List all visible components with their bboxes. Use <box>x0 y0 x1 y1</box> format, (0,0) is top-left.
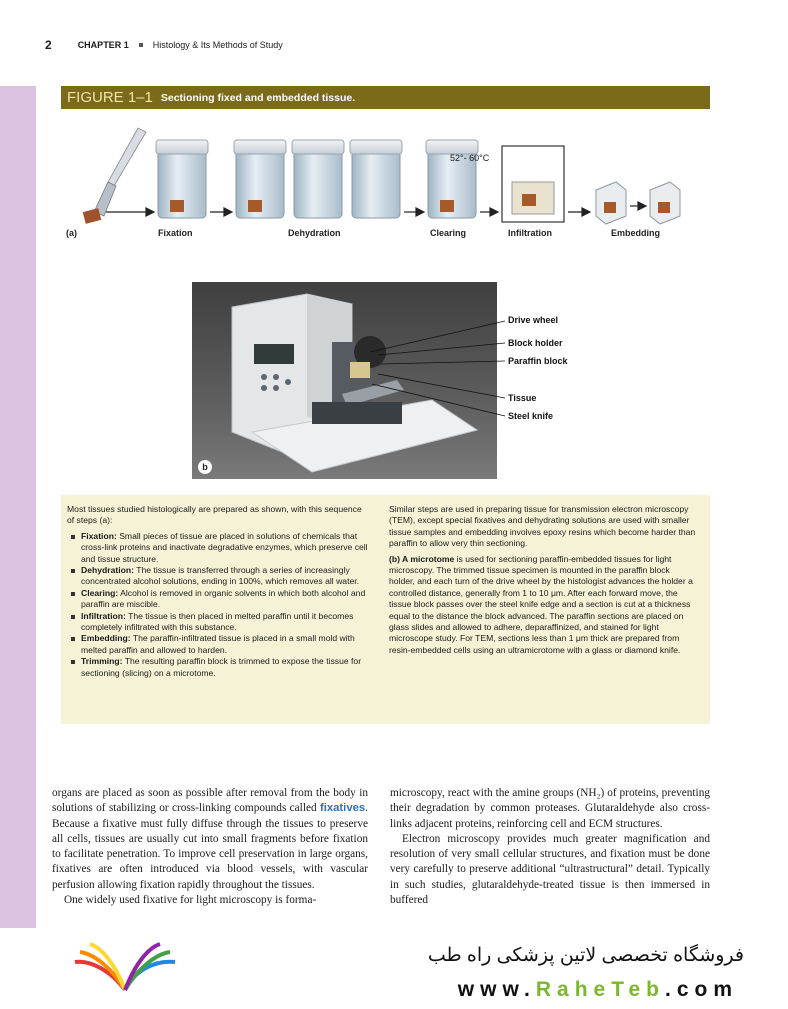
figure-title-bar <box>61 86 710 109</box>
step-label-infiltration: Infiltration <box>508 228 552 238</box>
temperature-label: 52°- 60°C <box>450 153 490 163</box>
separator-square <box>139 43 143 47</box>
fixatives-term-link[interactable]: fixatives <box>319 802 366 815</box>
embedding-block-1 <box>596 182 626 224</box>
caption-item-embedding: Embedding: The paraffin-infiltrated tissue is placed in a small mold with melted paraffin and allowed to harden. <box>81 633 369 656</box>
caption-item-trimming: Trimming: The resulting paraffin block is trimmed to expose the tissue for sectioning (slicing) on a microtome. <box>81 656 369 679</box>
jar-dehydration-2 <box>292 140 344 218</box>
caption-item-dehydration: Dehydration: The tissue is transferred through a series of increasingly concentrated alcohol solutions, ending in 100%, which removes all water. <box>81 565 369 588</box>
embedding-block-2 <box>650 182 680 224</box>
shop-url[interactable]: www.RaheTeb.com <box>457 978 738 1001</box>
callout-block-holder: Block holder <box>508 338 563 348</box>
figure-caption-box <box>61 495 710 724</box>
jar-dehydration-3 <box>350 140 402 218</box>
open-book-logo <box>70 940 180 998</box>
caption-item-fixation: Fixation: Small pieces of tissue are placed in solutions of chemicals that cross-link proteins and inactivate degradative enzymes, which preserve cell and tissue structure. <box>81 530 368 564</box>
body-right-column <box>390 786 710 908</box>
part-b-label: b <box>198 460 212 474</box>
jar-clearing <box>426 140 478 218</box>
callout-leader-lines <box>350 312 510 422</box>
caption-microtome-paragraph: (b) A microtome is used for sectioning paraffin-embedded tissues for light microscopy. The trimmed tissue specimen is mounted in the paraffin block holder, and each turn of the drive wheel by the histologist advances the holder a controlled distance, generally from 1 to 10 μm. After each forward move, the tissue block passes over the steel knife edge and a section is cut at a thickness equal to the distance the block advanced. The paraffin sections are placed on glass slides and allowed to adhere, deparaffinized, and stained for light microscope study. For TEM, sections less than 1 μm thick are prepared from resin-embedded cells using an ultramicrotome with a glass or diamond knife. <box>389 553 693 655</box>
callout-steel-knife: Steel knife <box>508 411 554 421</box>
body-left-column <box>52 786 368 908</box>
step-label-dehydration: Dehydration <box>288 228 341 238</box>
part-a-label: (a) <box>66 228 77 238</box>
figure-label: FIGURE 1–1 <box>67 89 153 106</box>
body-paragraph-amine: microscopy, react with the amine groups (NH₂) of proteins, preventing their degradation by common proteases. Glutaraldehyde also cross-links adjacent proteins, reinforcing cell and ECM structures. <box>390 787 710 830</box>
caption-item-infiltration: Infiltration: The tissue is then placed in melted paraffin until it becomes completely infiltrated with this substance. <box>81 611 369 634</box>
infiltration-oven <box>502 146 564 222</box>
side-color-band <box>0 86 36 928</box>
caption-intro: Most tissues studied histologically are prepared as shown, with this sequence of steps (a): <box>67 504 362 526</box>
chapter-label: CHAPTER 1 <box>77 40 129 50</box>
caption-step-list <box>67 531 369 679</box>
step-label-embedding: Embedding <box>611 228 660 238</box>
jar-fixation <box>156 140 208 218</box>
callout-tissue: Tissue <box>508 393 537 403</box>
caption-tem-paragraph: Similar steps are used in preparing tissue for transmission electron microscopy (TEM), except special fixatives and dehydrating solutions are used with smaller tissue samples and embedding involves epoxy resins which become harder than paraffin to allow very thin sectioning. <box>389 504 696 549</box>
caption-left-column <box>67 504 369 679</box>
scalpel-icon <box>83 128 146 224</box>
jar-dehydration-1 <box>234 140 286 218</box>
step-label-fixation: Fixation <box>158 228 193 238</box>
page-number: 2 <box>45 38 52 52</box>
caption-item-clearing: Clearing: Alcohol is removed in organic solvents in which both alcohol and paraffin are miscible. <box>81 588 369 611</box>
chapter-title: Histology & Its Methods of Study <box>152 40 283 50</box>
caption-right-column <box>389 504 697 660</box>
callout-drive-wheel: Drive wheel <box>508 315 559 325</box>
shop-name: فروشگاه تخصصی لاتین پزشکی راه طب <box>427 945 744 966</box>
figure-title: Sectioning fixed and embedded tissue. <box>160 91 356 104</box>
step-label-clearing: Clearing <box>430 228 467 238</box>
callout-paraffin-block: Paraffin block <box>508 356 568 366</box>
body-paragraph-electron: Electron microscopy provides much greater magnification and resolution of very small cellular structures, and fixation must be done very carefully to preserve additional “ultrastructural” detail. Typically in such studies, glutaraldehyde-treated tissue is then immersed in buffered <box>390 832 710 907</box>
body-paragraph-fixatives: organs are placed as soon as possible after removal from the body in solutions of stabilizing or cross-linking compounds called fixatives. Because a fixative must fully diffuse through the tissues to preserve all cells, tissues are usually cut into small fragments before fixation to facilitate penetration. To improve cell preservation in large organs, fixatives are often introduced via blood vessels, with vascular perfusion allowing fixation rapidly throughout the tissues. <box>52 787 368 891</box>
body-paragraph-formalin: One widely used fixative for light microscopy is forma- <box>64 894 317 907</box>
running-head <box>45 38 283 52</box>
